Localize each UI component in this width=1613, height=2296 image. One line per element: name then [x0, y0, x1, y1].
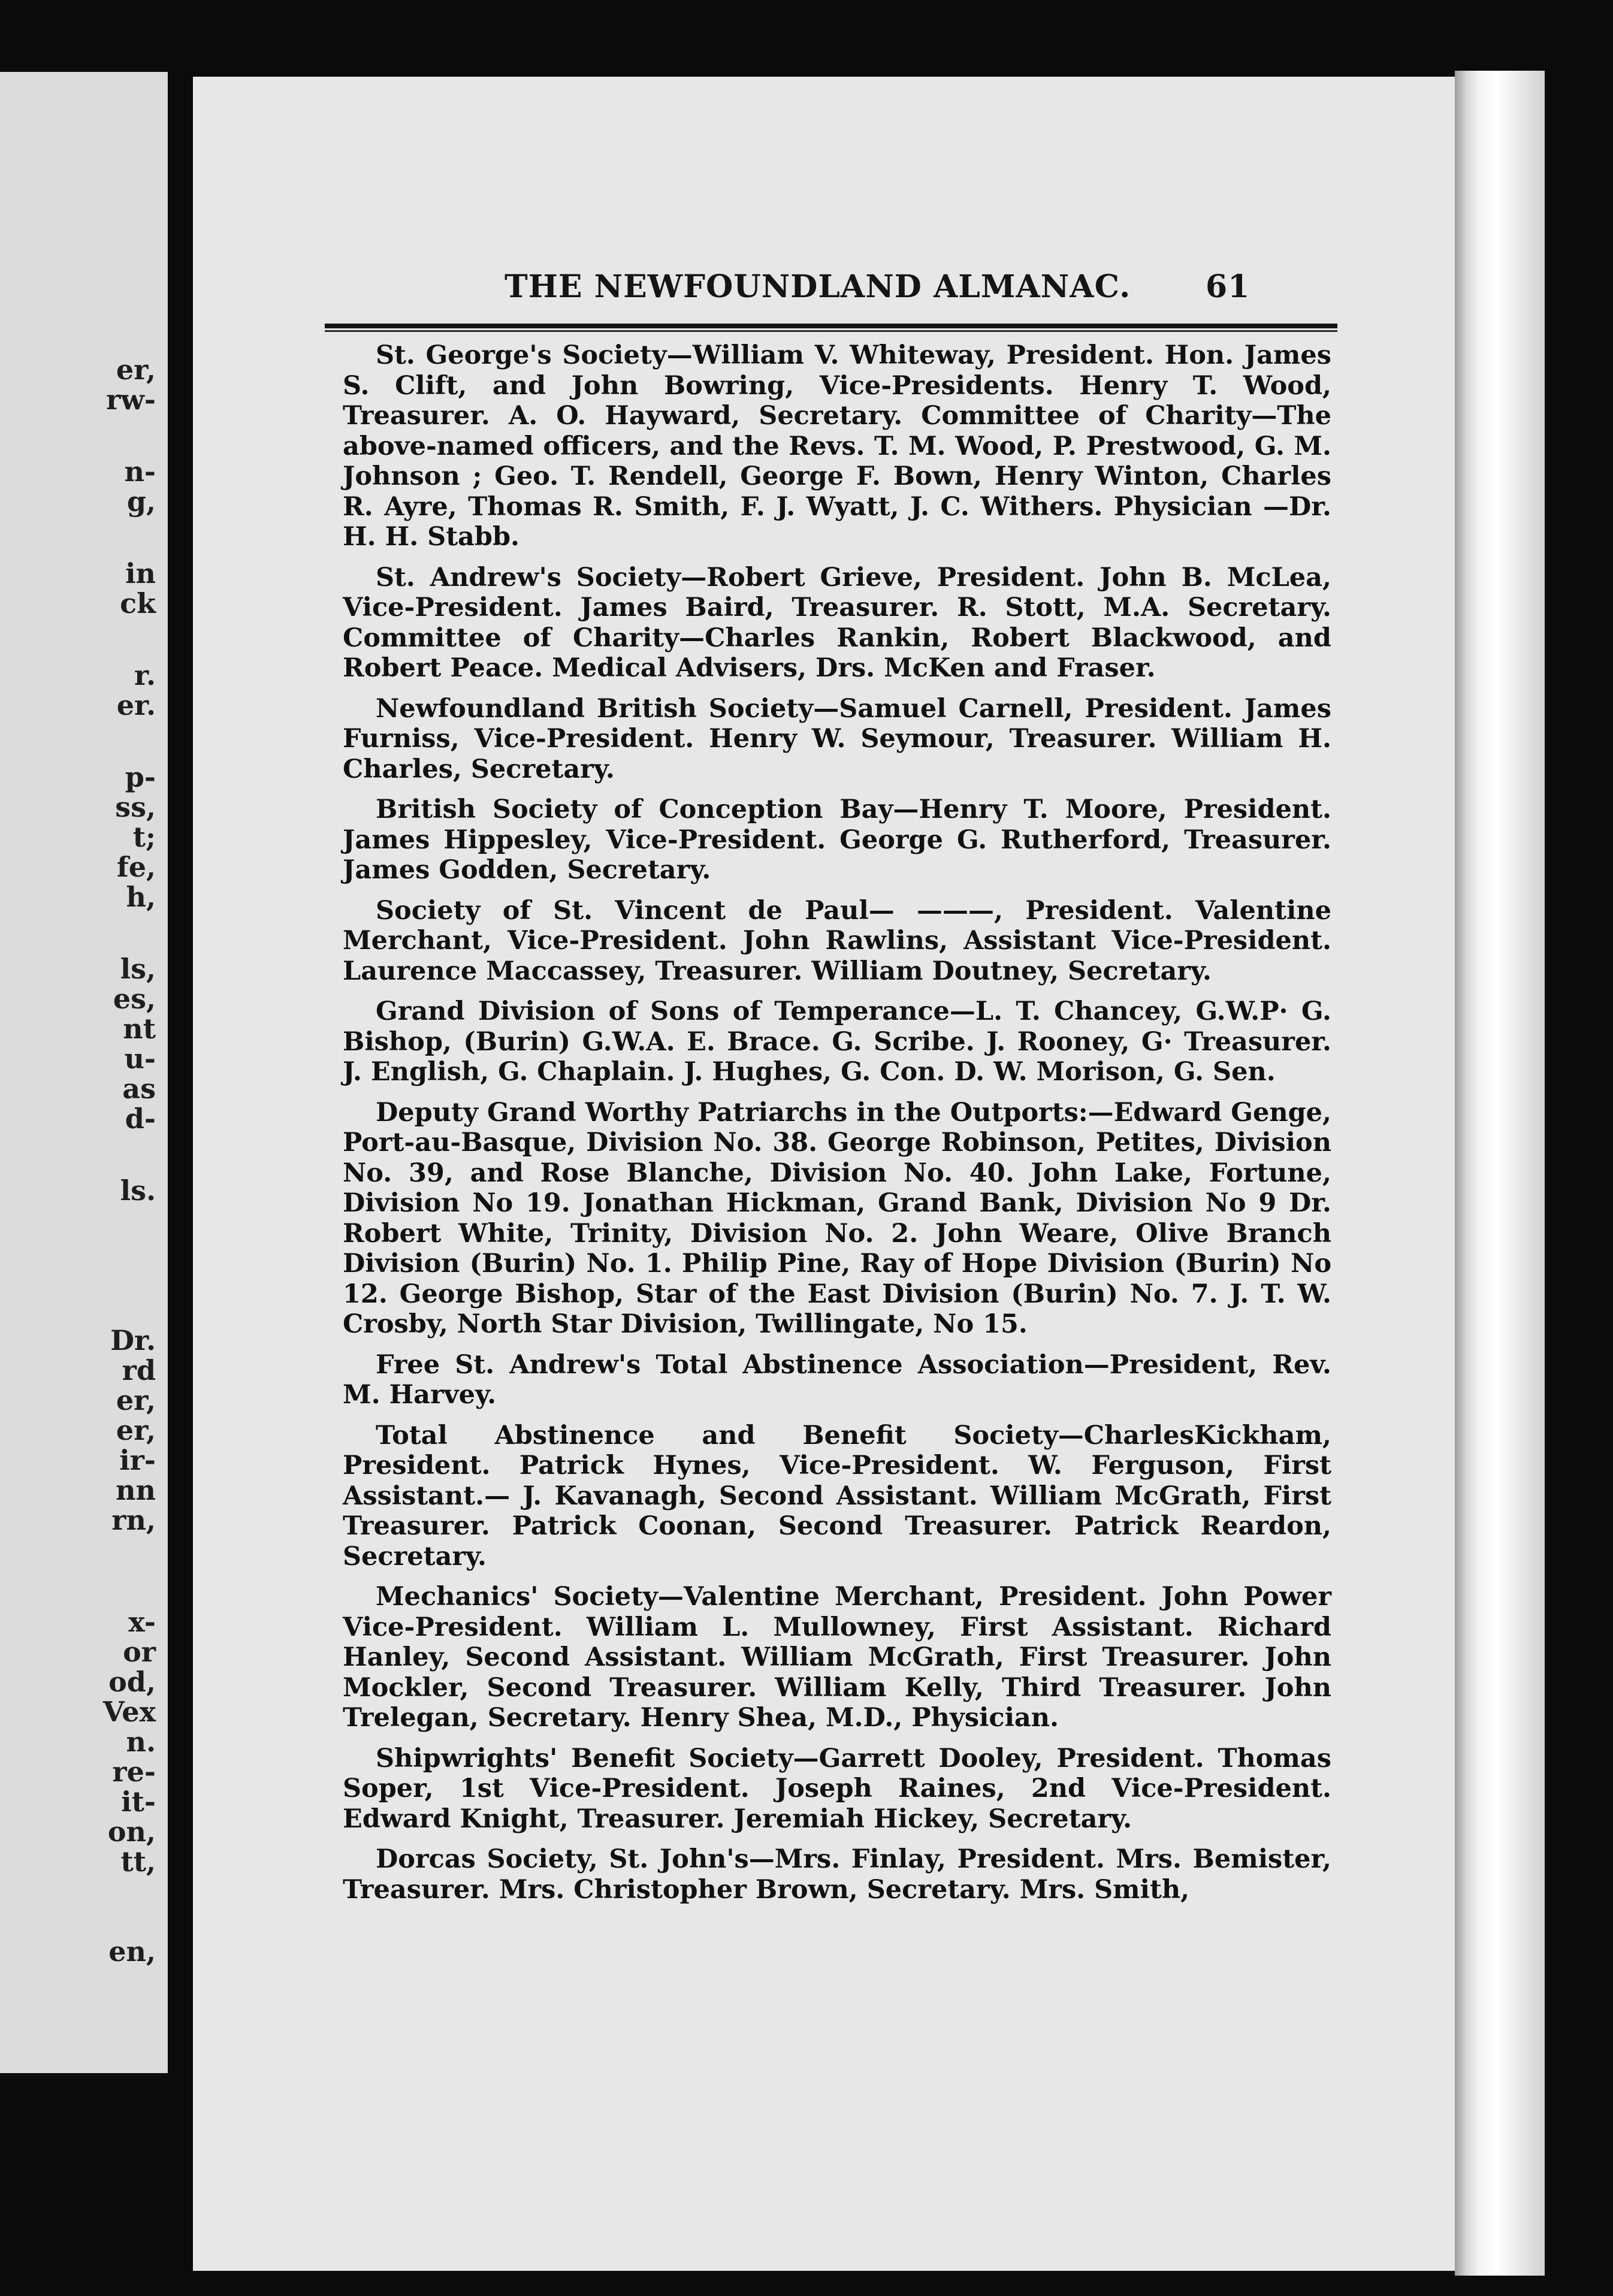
society-entry: British Society of Conception Bay—Henry T. Moore, President. James Hippesley, Vice-President. George G. Rutherford, Treasurer. James Godden, Secretary. — [343, 794, 1331, 885]
page-title: THE NEWFOUNDLAND ALMANAC. — [505, 268, 1131, 305]
almanac-page — [193, 77, 1468, 2271]
society-entry: Dorcas Society, St. John's—Mrs. Finlay, President. Mrs. Bemister, Treasurer. Mrs. Christopher Brown, Secretary. Mrs. Smith, — [343, 1844, 1331, 1905]
page-number: 61 — [1206, 268, 1250, 305]
society-entry: St. George's Society—William V. Whiteway, President. Hon. James S. Clift, and John Bowring, Vice-Presidents. Henry T. Wood, Treasurer. A. O. Hayward, Secretary. Committee of Charity—The above-named officers, and the Revs. T. M. Wood, P. Prestwood, G. M. Johnson ; Geo. T. Rendell, George F. Bown, Henry Winton, Charles R. Ayre, Thomas R. Smith, F. J. Wyatt, J. C. Withers. Physician —Dr. H. H. Stabb. — [343, 340, 1331, 552]
page-edge — [1455, 71, 1545, 2276]
society-entry: Total Abstinence and Benefit Society—CharlesKickham, President. Patrick Hynes, Vice-President. W. Ferguson, First Assistant.— J. Kavanagh, Second Assistant. William McGrath, First Treasurer. Patrick Coonan, Second Treasurer. Patrick Reardon, Secretary. — [343, 1420, 1331, 1572]
society-entry: St. Andrew's Society—Robert Grieve, President. John B. McLea, Vice-President. James Baird, Treasurer. R. Stott, M.A. Secretary. Committee of Charity—Charles Rankin, Robert Blackwood, and Robert Peace. Medical Advisers, Drs. McKen and Fraser. — [343, 562, 1331, 683]
society-entry: Grand Division of Sons of Temperance—L. T. Chancey, G.W.P· G. Bishop, (Burin) G.W.A. E. Brace. G. Scribe. J. Rooney, G· Treasurer. J. English, G. Chaplain. J. Hughes, G. Con. D. W. Morison, G. Sen. — [343, 996, 1331, 1087]
page-body — [343, 340, 1331, 1915]
society-entry: Newfoundland British Society—Samuel Carnell, President. James Furniss, Vice-President. Henry W. Seymour, Treasurer. William H. Charles, Secretary. — [343, 693, 1331, 784]
society-entry: Deputy Grand Worthy Patriarchs in the Outports:—Edward Genge, Port-au-Basque, Division No. 38. George Robinson, Petites, Division No. 39, and Rose Blanche, Division No. 40. John Lake, Fortune, Division No 19. Jonathan Hickman, Grand Bank, Division No 9 Dr. Robert White, Trinity, Division No. 2. John Weare, Olive Branch Division (Burin) No. 1. Philip Pine, Ray of Hope Division (Burin) No 12. George Bishop, Star of the East Division (Burin) No. 7. J. T. W. Crosby, North Star Division, Twillingate, No 15. — [343, 1097, 1331, 1339]
society-entry: Free St. Andrew's Total Abstinence Association—President, Rev. M. Harvey. — [343, 1349, 1331, 1410]
header-rule — [325, 324, 1337, 333]
society-entry: Shipwrights' Benefit Society—Garrett Dooley, President. Thomas Soper, 1st Vice-President. Joseph Raines, 2nd Vice-President. Edward Knight, Treasurer. Jeremiah Hickey, Secretary. — [343, 1743, 1331, 1834]
facing-page-fragment: er, rw- n- g, in ck r. er. p- ss, t; fe, h, ls, es, nt u- as d- ls. Dr. rd er, er, ir- nn rn, x- or od, Vex n. re- it- on, tt, en, — [0, 72, 168, 2073]
society-entry: Mechanics' Society—Valentine Merchant, President. John Power Vice-President. William L. Mullowney, First Assistant. Richard Hanley, Second Assistant. William McGrath, First Treasurer. John Mockler, Second Treasurer. William Kelly, Third Treasurer. John Trelegan, Secretary. Henry Shea, M.D., Physician. — [343, 1582, 1331, 1733]
society-entry: Society of St. Vincent de Paul— ———, President. Valentine Merchant, Vice-President. John Rawlins, Assistant Vice-President. Laurence Maccassey, Treasurer. William Doutney, Secretary. — [343, 895, 1331, 986]
